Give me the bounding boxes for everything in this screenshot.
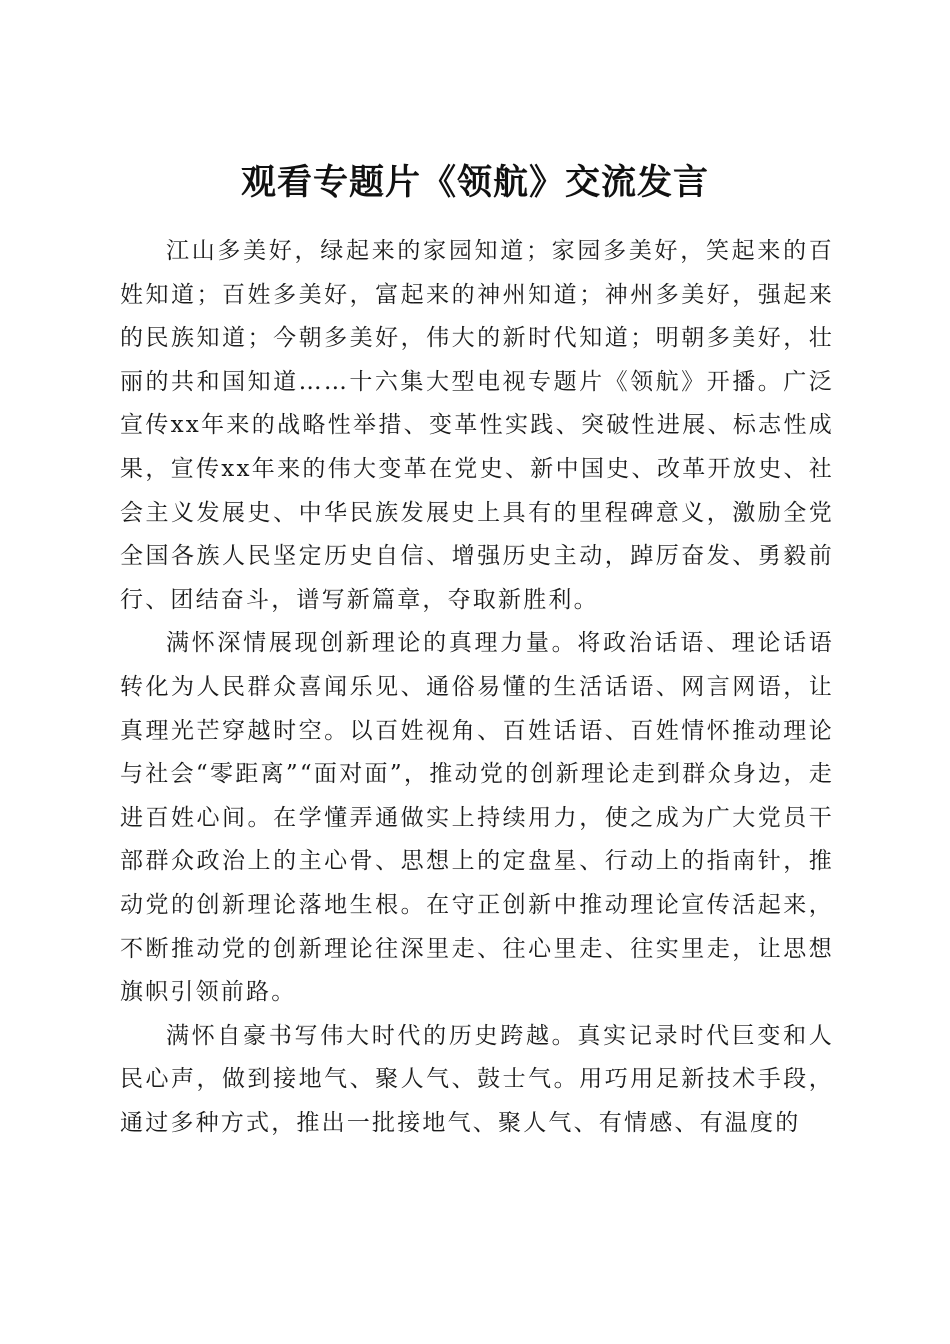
paragraph-theory: 满怀深情展现创新理论的真理力量。将政治话语、理论话语转化为人民群众喜闻乐见、通俗易懂的生活话语、网言网语，让真理光芒穿越时空。以百姓视角、百姓话语、百姓情怀推动理论与社会“零距离”“面对面”，推动党的创新理论走到群众身边，走进百姓心间。在学懂弄通做实上持续用力，使之成为广大党员干部群众政治上的主心骨、思想上的定盘星、行动上的指南针，推动党的创新理论落地生根。在守正创新中推动理论宣传活起来，不断推动党的创新理论往深里走、往心里走、往实里走，让思想旗帜引领前路。 — [120, 630, 834, 1006]
document-body — [120, 230, 834, 1145]
document-title: 观看专题片《领航》交流发言 — [240, 162, 709, 204]
paragraph-intro: 江山多美好，绿起来的家园知道；家园多美好，笑起来的百姓知道；百姓多美好，富起来的神州知道；神州多美好，强起来的民族知道；今朝多美好，伟大的新时代知道；明朝多美好，壮丽的共和国知道……十六集大型电视专题片《领航》开播。广泛宣传xx年来的战略性举措、变革性实践、突破性进展、标志性成果，宣传xx年来的伟大变革在党史、新中国史、改革开放史、社会主义发展史、中华民族发展史上具有的里程碑意义，激励全党全国各族人民坚定历史自信、增强历史主动，踔厉奋发、勇毅前行、团结奋斗，谱写新篇章，夺取新胜利。 — [120, 238, 834, 613]
paragraph-era: 满怀自豪书写伟大时代的历史跨越。真实记录时代巨变和人民心声，做到接地气、聚人气、鼓士气。用巧用足新技术手段，通过多种方式，推出一批接地气、聚人气、有情感、有温度的 — [120, 1022, 834, 1136]
